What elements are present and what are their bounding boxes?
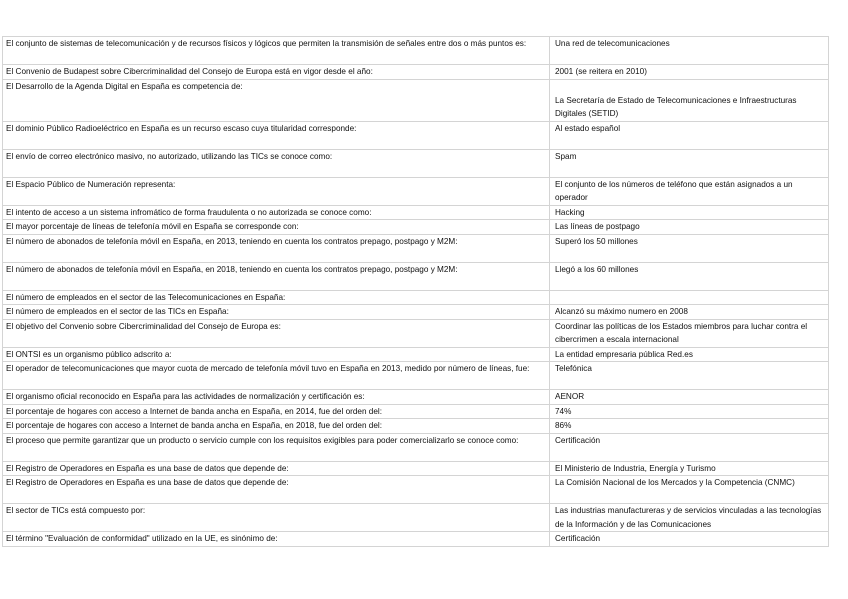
answer-cell: Una red de telecomunicaciones bbox=[550, 37, 829, 65]
table-row bbox=[3, 362, 829, 390]
answer-cell: La Secretaría de Estado de Telecomunicaciones e Infraestructuras Digitales (SETID) bbox=[550, 79, 829, 121]
question-cell: El operador de telecomunicaciones que mayor cuota de mercado de telefonía móvil tuvo en España en 2013, medido por número de líneas, fue: bbox=[3, 362, 550, 390]
table-row bbox=[3, 305, 829, 320]
answer-cell: Certificación bbox=[550, 433, 829, 461]
answer-cell: Superó los 50 millones bbox=[550, 234, 829, 262]
question-cell: El Registro de Operadores en España es una base de datos que depende de: bbox=[3, 461, 550, 476]
table-row bbox=[3, 205, 829, 220]
table-row bbox=[3, 262, 829, 290]
answer-cell: El Ministerio de Industria, Energía y Turismo bbox=[550, 461, 829, 476]
question-cell: El número de abonados de telefonía móvil en España, en 2013, teniendo en cuenta los contratos prepago, postpago y M2M: bbox=[3, 234, 550, 262]
answer-cell: Alcanzó su máximo numero en 2008 bbox=[550, 305, 829, 320]
answer-cell: Spam bbox=[550, 149, 829, 177]
question-cell: El ONTSI es un organismo público adscrito a: bbox=[3, 347, 550, 362]
question-cell: El término "Evaluación de conformidad" utilizado en la UE, es sinónimo de: bbox=[3, 532, 550, 547]
answer-cell: Certificación bbox=[550, 532, 829, 547]
question-cell: El intento de acceso a un sistema infromático de forma fraudulenta o no autorizada se conoce como: bbox=[3, 205, 550, 220]
question-cell: El conjunto de sistemas de telecomunicación y de recursos físicos y lógicos que permiten la transmisión de señales entre dos o más puntos es: bbox=[3, 37, 550, 65]
answer-cell bbox=[550, 290, 829, 305]
table-row bbox=[3, 65, 829, 80]
answer-cell: El conjunto de los números de teléfono que están asignados a un operador bbox=[550, 177, 829, 205]
question-cell: El porcentaje de hogares con acceso a Internet de banda ancha en España, en 2014, fue del orden del: bbox=[3, 404, 550, 419]
answer-cell: La entidad empresaria pública Red.es bbox=[550, 347, 829, 362]
answer-cell: Llegó a los 60 millones bbox=[550, 262, 829, 290]
question-cell: El proceso que permite garantizar que un producto o servicio cumple con los requisitos exigibles para poder comercializarlo se conoce como: bbox=[3, 433, 550, 461]
question-cell: El número de abonados de telefonía móvil en España, en 2018, teniendo en cuenta los contratos prepago, postpago y M2M: bbox=[3, 262, 550, 290]
table-body bbox=[3, 37, 829, 547]
answer-cell: La Comisión Nacional de los Mercados y la Competencia (CNMC) bbox=[550, 476, 829, 504]
table-row bbox=[3, 433, 829, 461]
table-row bbox=[3, 319, 829, 347]
table-row bbox=[3, 476, 829, 504]
answer-cell: 74% bbox=[550, 404, 829, 419]
table-row bbox=[3, 461, 829, 476]
question-cell: El porcentaje de hogares con acceso a Internet de banda ancha en España, en 2018, fue del orden del: bbox=[3, 419, 550, 434]
question-cell: El dominio Público Radioeléctrico en España es un recurso escaso cuya titularidad corresponde: bbox=[3, 121, 550, 149]
answer-cell: Telefónica bbox=[550, 362, 829, 390]
table-row bbox=[3, 121, 829, 149]
question-cell: El sector de TICs está compuesto por: bbox=[3, 504, 550, 532]
table-row bbox=[3, 390, 829, 405]
question-cell: El número de empleados en el sector de las TICs en España: bbox=[3, 305, 550, 320]
table-row bbox=[3, 149, 829, 177]
answer-cell: AENOR bbox=[550, 390, 829, 405]
table-row bbox=[3, 290, 829, 305]
answer-cell: Las industrias manufactureras y de servicios vinculadas a las tecnologías de la Información y de las Comunicaciones bbox=[550, 504, 829, 532]
question-cell: El Espacio Público de Numeración representa: bbox=[3, 177, 550, 205]
table-row bbox=[3, 504, 829, 532]
table-row bbox=[3, 532, 829, 547]
question-cell: El envío de correo electrónico masivo, no autorizado, utilizando las TICs se conoce como: bbox=[3, 149, 550, 177]
answer-cell: 86% bbox=[550, 419, 829, 434]
question-answer-table bbox=[2, 36, 829, 547]
table-row bbox=[3, 37, 829, 65]
question-cell: El Desarrollo de la Agenda Digital en España es competencia de: bbox=[3, 79, 550, 121]
question-cell: El Convenio de Budapest sobre Cibercriminalidad del Consejo de Europa está en vigor desde el año: bbox=[3, 65, 550, 80]
question-cell: El Registro de Operadores en España es una base de datos que depende de: bbox=[3, 476, 550, 504]
answer-cell: Las líneas de postpago bbox=[550, 220, 829, 235]
table-row bbox=[3, 419, 829, 434]
answer-cell: Coordinar las políticas de los Estados miembros para luchar contra el cibercrimen a escala internacional bbox=[550, 319, 829, 347]
table-row bbox=[3, 220, 829, 235]
answer-cell: Hacking bbox=[550, 205, 829, 220]
question-cell: El mayor porcentaje de líneas de telefonía móvil en España se corresponde con: bbox=[3, 220, 550, 235]
answer-cell: Al estado español bbox=[550, 121, 829, 149]
answer-cell: 2001 (se reitera en 2010) bbox=[550, 65, 829, 80]
question-cell: El organismo oficial reconocido en España para las actividades de normalización y certificación es: bbox=[3, 390, 550, 405]
table-row bbox=[3, 79, 829, 121]
question-cell: El objetivo del Convenio sobre Cibercriminalidad del Consejo de Europa es: bbox=[3, 319, 550, 347]
table-row bbox=[3, 177, 829, 205]
table-row bbox=[3, 347, 829, 362]
question-cell: El número de empleados en el sector de las Telecomunicaciones en España: bbox=[3, 290, 550, 305]
table-row bbox=[3, 404, 829, 419]
table-row bbox=[3, 234, 829, 262]
